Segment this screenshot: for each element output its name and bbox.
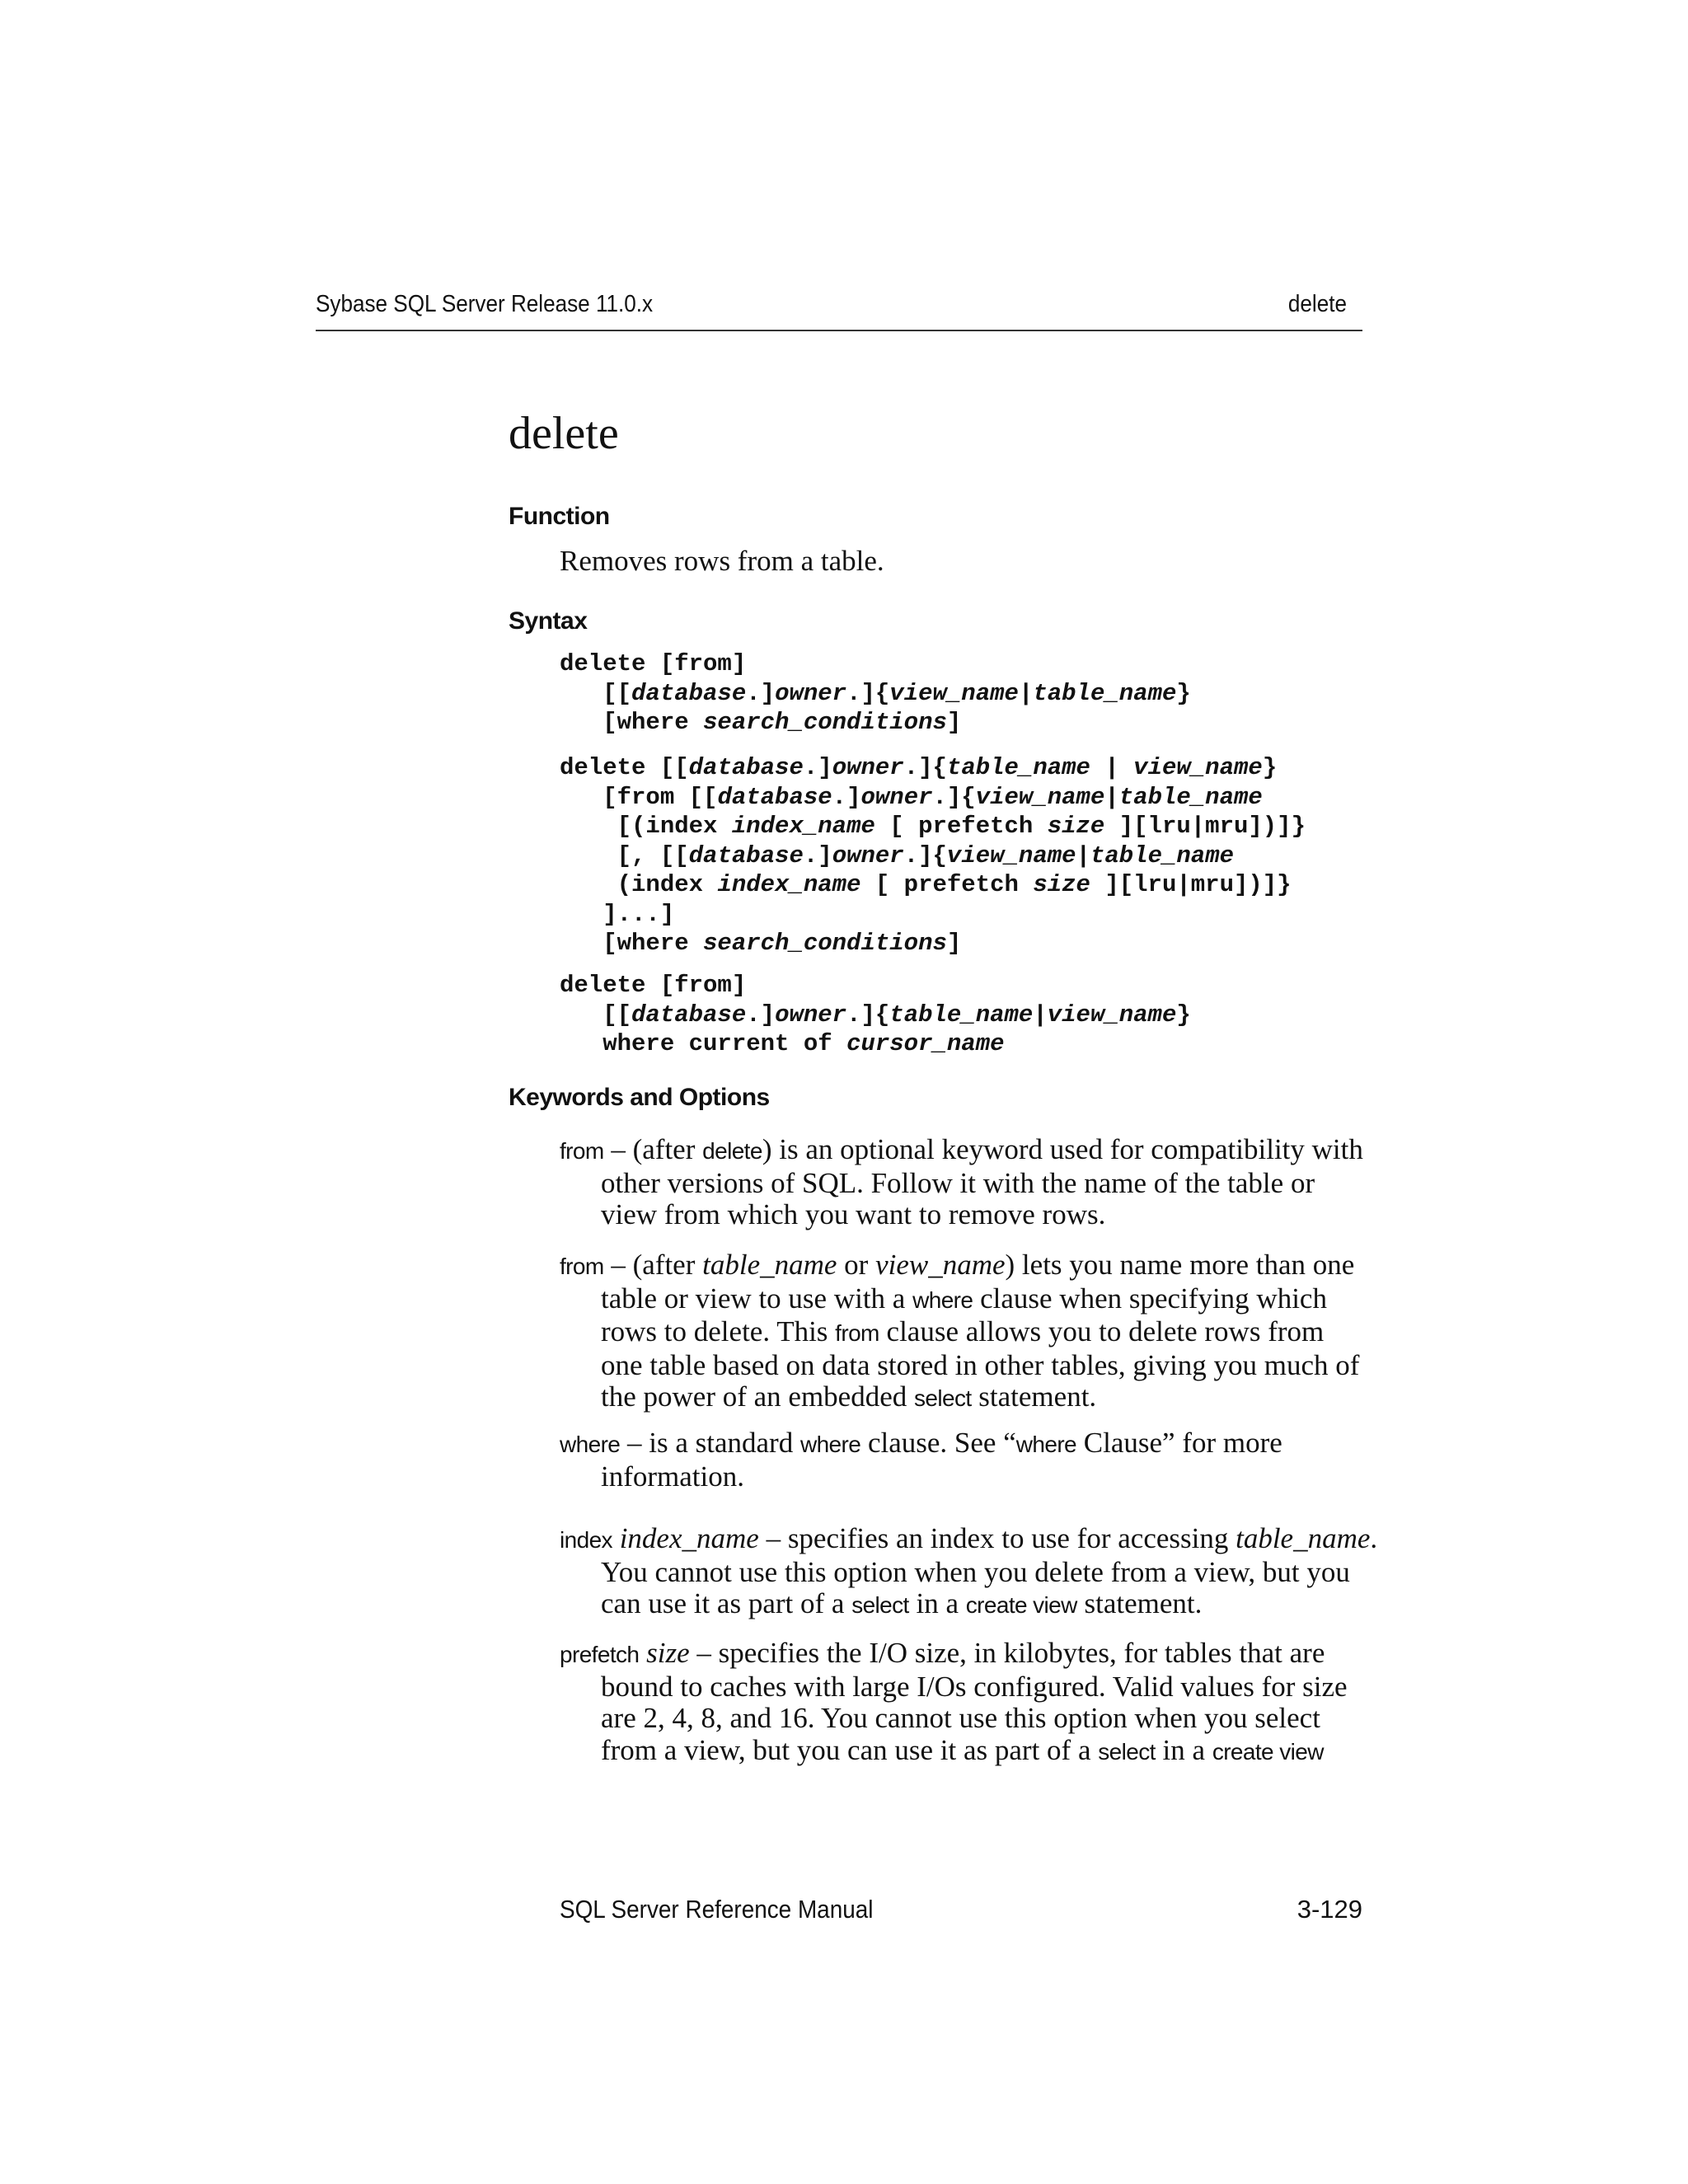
option-keyword: create view <box>1212 1738 1324 1765</box>
syntax-keyword: } <box>1176 679 1191 707</box>
syntax-keyword: .]{ <box>903 841 947 869</box>
syntax-keyword: [, [[ <box>560 841 689 869</box>
syntax-keyword: .] <box>746 679 776 707</box>
option-keyword: where <box>560 1432 621 1457</box>
syntax-placeholder: owner <box>832 841 904 869</box>
option-text: – (after <box>603 1249 703 1281</box>
syntax-placeholder: view_name <box>946 841 1076 869</box>
syntax-placeholder: size <box>1033 871 1090 898</box>
option-line <box>560 1703 1376 1735</box>
option-text <box>639 1637 646 1669</box>
syntax-placeholder: index_name <box>731 813 875 840</box>
syntax-keyword: delete [from] <box>560 650 747 677</box>
option-keyword: select <box>851 1592 909 1618</box>
syntax-keyword: where current of <box>560 1030 847 1057</box>
header-book-title: Sybase SQL Server Release 11.0.x <box>316 291 654 317</box>
function-description: Removes rows from a table. <box>560 545 884 577</box>
option-text: rows to delete. This <box>601 1315 836 1347</box>
option-text: – specifies an index to use for accessing <box>758 1522 1236 1554</box>
option-text: table or view to use with a <box>601 1282 913 1315</box>
keyword-option <box>560 1427 1376 1493</box>
option-text: information. <box>601 1460 744 1493</box>
syntax-block <box>560 753 1306 958</box>
option-keyword: where <box>1015 1432 1077 1457</box>
syntax-block <box>560 649 1191 738</box>
option-line <box>560 1199 1376 1231</box>
syntax-keyword: | <box>1033 1001 1048 1029</box>
header-section-name: delete <box>1287 291 1347 317</box>
syntax-placeholder: owner <box>775 1001 847 1029</box>
syntax-keyword: delete [from] <box>560 972 747 999</box>
syntax-keyword: .] <box>832 783 861 811</box>
option-line <box>560 1588 1376 1622</box>
syntax-placeholder: table_name <box>1118 783 1263 811</box>
option-text: or <box>837 1249 876 1281</box>
option-text: – specifies the I/O size, in kilobytes, for tables that are <box>689 1637 1325 1669</box>
option-keyword: from <box>560 1138 604 1164</box>
syntax-keyword: ][lru|mru])]} <box>1090 871 1292 898</box>
syntax-placeholder: database <box>631 679 747 707</box>
option-keyword: where <box>799 1432 861 1457</box>
option-line <box>560 1427 1376 1461</box>
syntax-line <box>560 679 1191 709</box>
option-text: clause. See “ <box>860 1427 1016 1459</box>
syntax-placeholder: table_name <box>946 754 1090 781</box>
option-line <box>560 1134 1376 1168</box>
option-text: – is a standard <box>620 1427 800 1459</box>
syntax-keyword: } <box>1176 1001 1191 1029</box>
option-line <box>560 1283 1376 1317</box>
option-keyword: index <box>560 1527 612 1553</box>
option-text: statement. <box>971 1380 1097 1413</box>
option-text: from a view, but you can use it as part of a <box>601 1733 1099 1766</box>
option-line <box>560 1523 1376 1557</box>
option-text: can use it as part of a <box>601 1587 852 1619</box>
option-parameter: table_name <box>1236 1522 1371 1554</box>
syntax-keyword: [[ <box>560 679 632 707</box>
syntax-keyword: .]{ <box>846 1001 890 1029</box>
syntax-keyword: ]...] <box>560 900 675 928</box>
option-text: in a <box>908 1587 966 1619</box>
option-parameter: view_name <box>875 1249 1006 1281</box>
syntax-keyword: ] <box>946 709 962 736</box>
syntax-line <box>560 1001 1191 1030</box>
option-line <box>560 1671 1376 1704</box>
syntax-placeholder: size <box>1047 813 1105 840</box>
option-parameter: index_name <box>619 1522 759 1554</box>
syntax-placeholder: table_name <box>1033 679 1177 707</box>
option-line <box>560 1350 1376 1382</box>
syntax-placeholder: view_name <box>1133 754 1263 781</box>
function-heading: Function <box>509 503 610 530</box>
syntax-placeholder: search_conditions <box>703 930 947 957</box>
option-line <box>560 1316 1376 1350</box>
option-text: the power of an embedded <box>601 1380 914 1413</box>
option-text: You cannot use this option when you delete from a view, but you <box>601 1555 1350 1588</box>
syntax-keyword: [ prefetch <box>860 871 1034 898</box>
syntax-keyword: .]{ <box>932 783 976 811</box>
keyword-option <box>560 1249 1376 1415</box>
syntax-keyword: delete [[ <box>560 754 689 781</box>
syntax-placeholder: database <box>631 1001 747 1029</box>
syntax-keyword: .] <box>746 1001 776 1029</box>
syntax-keyword: .] <box>803 841 832 869</box>
syntax-placeholder: view_name <box>889 679 1019 707</box>
option-keyword: where <box>912 1286 973 1313</box>
syntax-line <box>560 929 1306 958</box>
keyword-option <box>560 1638 1376 1768</box>
syntax-placeholder: owner <box>860 783 933 811</box>
syntax-line <box>560 812 1306 841</box>
option-text: view from which you want to remove rows. <box>601 1198 1106 1230</box>
option-text: – (after <box>603 1133 703 1165</box>
syntax-line <box>560 841 1306 871</box>
header <box>316 289 1347 319</box>
keywords-options-heading: Keywords and Options <box>509 1084 770 1111</box>
option-parameter: table_name <box>702 1249 837 1281</box>
syntax-keyword: [from [[ <box>560 783 718 811</box>
option-text: statement. <box>1076 1587 1203 1619</box>
option-text: ) is an optional keyword used for compatibility with <box>762 1133 1363 1165</box>
syntax-placeholder: table_name <box>1090 841 1234 869</box>
option-keyword: create view <box>965 1592 1077 1618</box>
syntax-keyword: [(index <box>560 813 732 840</box>
syntax-keyword: [where <box>560 709 704 736</box>
syntax-line <box>560 649 1191 679</box>
syntax-placeholder: search_conditions <box>703 709 947 736</box>
page-title: delete <box>509 408 619 459</box>
option-parameter: size <box>646 1637 690 1669</box>
option-line <box>560 1381 1376 1415</box>
syntax-keyword: [ prefetch <box>874 813 1048 840</box>
syntax-keyword: | <box>1104 783 1119 811</box>
syntax-block <box>560 971 1191 1059</box>
syntax-line <box>560 900 1306 930</box>
option-text: bound to caches with large I/Os configured. Valid values for size <box>601 1670 1348 1703</box>
syntax-line <box>560 783 1306 813</box>
footer-manual-title: SQL Server Reference Manual <box>560 1895 874 1924</box>
syntax-keyword: (index <box>560 871 718 898</box>
option-keyword: from <box>835 1320 879 1346</box>
syntax-placeholder: database <box>717 783 832 811</box>
syntax-line <box>560 753 1306 783</box>
syntax-line <box>560 870 1306 900</box>
option-line <box>560 1249 1376 1283</box>
syntax-placeholder: cursor_name <box>846 1030 1005 1057</box>
syntax-keyword: ][lru|mru])]} <box>1104 813 1306 840</box>
option-line <box>560 1557 1376 1589</box>
syntax-heading: Syntax <box>509 607 588 635</box>
syntax-line <box>560 971 1191 1001</box>
syntax-placeholder: table_name <box>889 1001 1034 1029</box>
keyword-option <box>560 1523 1376 1622</box>
option-text <box>612 1522 620 1554</box>
option-text: other versions of SQL. Follow it with the name of the table or <box>601 1166 1315 1199</box>
syntax-keyword: .]{ <box>846 679 890 707</box>
syntax-line <box>560 708 1191 738</box>
syntax-placeholder: database <box>688 754 804 781</box>
syntax-placeholder: owner <box>832 754 904 781</box>
option-keyword: select <box>1098 1738 1156 1765</box>
syntax-keyword: | <box>1076 841 1090 869</box>
option-line <box>560 1461 1376 1493</box>
syntax-placeholder: view_name <box>975 783 1105 811</box>
syntax-placeholder: view_name <box>1047 1001 1177 1029</box>
syntax-keyword: | <box>1018 679 1034 707</box>
syntax-keyword: } <box>1262 754 1278 781</box>
option-keyword: prefetch <box>560 1642 640 1667</box>
syntax-placeholder: index_name <box>717 871 861 898</box>
option-text: are 2, 4, 8, and 16. You cannot use this option when you select <box>601 1702 1320 1734</box>
option-line <box>560 1735 1376 1769</box>
option-text: in a <box>1155 1733 1212 1766</box>
keyword-option <box>560 1134 1376 1231</box>
header-rule <box>316 330 1362 331</box>
option-text: clause allows you to delete rows from <box>879 1315 1325 1347</box>
page-number: 3-129 <box>1296 1895 1362 1924</box>
option-text: one table based on data stored in other tables, giving you much of <box>601 1348 1360 1381</box>
option-text: ) lets you name more than one <box>1005 1249 1355 1281</box>
syntax-keyword: .]{ <box>903 754 947 781</box>
syntax-keyword: [where <box>560 930 704 957</box>
option-keyword: delete <box>702 1138 762 1164</box>
option-line <box>560 1168 1376 1200</box>
syntax-keyword: .] <box>803 754 832 781</box>
syntax-line <box>560 1029 1191 1059</box>
syntax-keyword: | <box>1090 754 1134 781</box>
option-text: . <box>1370 1522 1378 1554</box>
option-keyword: select <box>914 1385 972 1411</box>
option-keyword: from <box>560 1254 604 1279</box>
option-text: Clause” for more <box>1076 1427 1282 1459</box>
syntax-keyword: [[ <box>560 1001 632 1029</box>
syntax-placeholder: owner <box>775 679 847 707</box>
syntax-keyword: ] <box>946 930 962 957</box>
option-text: clause when specifying which <box>973 1282 1327 1315</box>
syntax-placeholder: database <box>688 841 804 869</box>
option-line <box>560 1638 1376 1671</box>
